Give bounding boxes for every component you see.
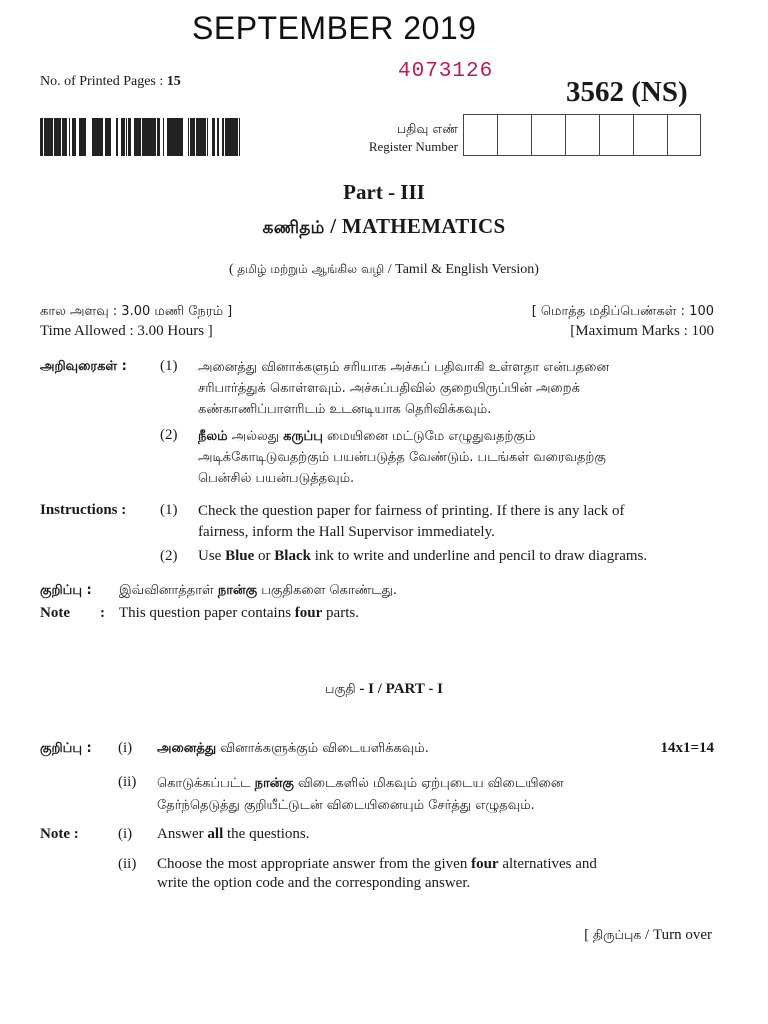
barcode-bar [225, 118, 228, 156]
barcode-bar [107, 118, 110, 156]
note-en-text [119, 604, 359, 623]
karuppu-word: கருப்பு [283, 429, 323, 444]
barcode-bar [204, 118, 206, 156]
note-en-pre: This question paper contains [119, 605, 295, 621]
part1-note-ta-1-num: (i) [118, 740, 133, 756]
barcode-bar [200, 118, 201, 156]
note-ta-rest: பகுதிகளை கொண்டது. [257, 583, 398, 598]
barcode-bar [101, 118, 103, 156]
subject-ta: கணிதம் [262, 218, 325, 238]
barcode-bar [99, 118, 101, 156]
barcode-bar [117, 118, 118, 156]
neelam-word: நீலம் [198, 429, 228, 444]
barcode-bar [134, 118, 137, 156]
section-heading [0, 679, 768, 699]
instruction-en-2-pre: Use [198, 548, 226, 564]
printed-pages [40, 74, 181, 90]
barcode-bar [163, 118, 164, 156]
barcode-bar [121, 118, 122, 156]
printed-pages-value: 15 [166, 74, 181, 89]
barcode-bar [137, 118, 138, 156]
instruction-ta-2-num: (2) [160, 427, 178, 443]
barcode-bar [65, 118, 67, 156]
part1-marks: 14x1=14 [660, 740, 714, 756]
note-en-rest: parts. [322, 605, 359, 621]
part1-note-ta-2-num: (ii) [118, 774, 137, 790]
note-ta-pre: இவ்வினாத்தாள் [119, 583, 218, 598]
instruction-en-2 [198, 547, 647, 566]
barcode-bar [74, 118, 75, 156]
note-en-bold: four [294, 605, 323, 621]
barcode-bar [217, 118, 218, 156]
barcode-bar [201, 118, 204, 156]
barcode-bar [147, 118, 150, 156]
part1-note-en-1-bold: all [207, 826, 224, 842]
alladhu-word: அல்லது [227, 429, 284, 444]
register-digit-box[interactable] [633, 114, 667, 156]
register-digit-box[interactable] [599, 114, 633, 156]
barcode-bar [143, 118, 146, 156]
barcode-bar [83, 118, 84, 156]
barcode-bar [142, 118, 143, 156]
barcode-bar [172, 118, 173, 156]
register-number-boxes [463, 114, 701, 156]
barcode-bar [234, 118, 237, 156]
part1-note-en-label: Note : [40, 826, 79, 842]
register-label-ta: பதிவு எண் [396, 121, 458, 136]
barcode-bar [75, 118, 76, 156]
part1-note-ta-2-bold: நான்கு [254, 776, 294, 791]
barcode-bar [81, 118, 83, 156]
part1-note-ta-label: குறிப்பு : [40, 741, 92, 756]
instruction-en-1 [198, 501, 718, 543]
barcode-bar [84, 118, 86, 156]
barcode-bar [222, 118, 224, 156]
black-word: Black [274, 548, 311, 564]
barcode-bar [122, 118, 123, 156]
part1-note-en-1-rest: the questions. [223, 826, 310, 842]
part1-note-en-1-pre: Answer [157, 826, 208, 842]
barcode-bar [79, 118, 80, 156]
barcode-bar [212, 118, 214, 156]
section-heading-en: - I / PART - I [355, 681, 443, 697]
instruction-ta-1-num: (1) [160, 358, 178, 374]
barcode-bar [126, 118, 127, 156]
part1-note-en-1-num: (i) [118, 826, 133, 842]
or-word: or [254, 548, 275, 564]
barcode-bar [229, 118, 231, 156]
instruction-en-2-num: (2) [160, 548, 178, 564]
barcode-bar [231, 118, 234, 156]
barcode-bar [188, 118, 189, 156]
barcode-bar [41, 118, 42, 156]
register-label-en: Register Number [368, 139, 458, 154]
barcode-bar [40, 118, 41, 156]
part1-note-en-2 [157, 855, 717, 893]
barcode-bar [44, 118, 46, 156]
part1-note-ta-1 [157, 739, 429, 758]
barcode-bar [46, 118, 49, 156]
part1-note-ta-2-pre: கொடுக்கப்பட்ட [157, 776, 255, 791]
instruction-en-2-rest: ink to write and underline and pencil to draw diagrams. [310, 548, 648, 564]
exam-month-title: SEPTEMBER 2019 [192, 10, 477, 46]
time-allowed-ta: கால அளவு : 3.00 மணி நேரம் ] [40, 304, 233, 319]
barcode-bar [72, 118, 74, 156]
barcode-bar [116, 118, 117, 156]
barcode-bar [193, 118, 194, 156]
part1-note-ta-2-line: தேர்ந்தெடுத்து குறியீட்டுடன் விடையினையும் சேர்த்து எழுதவும். [157, 798, 535, 813]
barcode-bar [96, 118, 99, 156]
barcode-bar [197, 118, 199, 156]
barcode-bar [123, 118, 124, 156]
barcode-bar [54, 118, 56, 156]
max-marks-en: [Maximum Marks : 100 [570, 323, 714, 339]
instruction-ta-1-line: அனைத்து வினாக்களும் சரியாக அச்சுப் பதிவாகி உள்ளதா என்பதனை [198, 360, 610, 375]
section-heading-ta: பகுதி [325, 681, 356, 696]
part1-note-en-2-line: write the option code and the corresponding answer. [157, 875, 471, 891]
barcode-bar [146, 118, 147, 156]
barcode-bar [128, 118, 129, 156]
barcode-bar [180, 118, 182, 156]
barcode-bar [173, 118, 176, 156]
barcode-bar [239, 118, 240, 156]
barcode-bar [69, 118, 70, 156]
barcode-bar [157, 118, 160, 156]
barcode-bar [199, 118, 200, 156]
part1-note-ta-2-rest: விடைகளில் மிகவும் ஏற்புடைய விடையினை [293, 776, 564, 791]
barcode-bar [62, 118, 63, 156]
barcode-bar [80, 118, 81, 156]
barcode-bar [167, 118, 169, 156]
barcode-bar [63, 118, 65, 156]
barcode-bar [94, 118, 95, 156]
register-digit-box[interactable] [667, 114, 701, 156]
barcode-bar [218, 118, 219, 156]
paper-code: 3562 (NS) [566, 76, 688, 108]
blue-word: Blue [225, 548, 255, 564]
version-open: ( [229, 262, 238, 277]
instructions-en-label: Instructions : [40, 502, 127, 518]
subject-title [0, 214, 768, 240]
instruction-ta-2-line [198, 426, 606, 447]
barcode-bar [169, 118, 172, 156]
instruction-ta-1-line: கண்காணிப்பாளரிடம் உடனடியாக தெரிவிக்கவும். [198, 402, 492, 417]
register-digit-box[interactable] [531, 114, 565, 156]
part1-note-en-2-bold: four [471, 856, 499, 872]
printed-pages-label: No. of Printed Pages : [40, 74, 164, 89]
register-number-label [300, 120, 458, 156]
barcode-bar [207, 118, 208, 156]
instruction-ta-2 [198, 426, 606, 489]
note-ta-label: குறிப்பு : [40, 583, 92, 598]
barcode-bar [194, 118, 195, 156]
part1-note-en-1 [157, 825, 310, 844]
barcode-bar [52, 118, 53, 156]
barcode-bar [56, 118, 58, 156]
turn-over [440, 925, 712, 945]
barcode-bar [228, 118, 229, 156]
barcode-image [40, 118, 240, 156]
instruction-ta-1 [198, 357, 609, 420]
note-ta-text [119, 581, 397, 600]
part1-note-ta-1-bold: அனைத்து [157, 741, 217, 756]
note-en-colon: : [100, 605, 105, 621]
barcode-bar [92, 118, 94, 156]
barcode-bar [237, 118, 238, 156]
part1-note-ta-2 [157, 773, 563, 817]
instruction-en-1-line: Check the question paper for fairness of printing. If there is any lack of [198, 503, 625, 519]
instruction-en-1-num: (1) [160, 502, 178, 518]
serial-number-stamp: 4073126 [398, 60, 494, 83]
barcode-bar [130, 118, 131, 156]
instructions-ta-label: அறிவுரைகள் : [40, 359, 127, 374]
turn-over-ta: திருப்புக [592, 927, 642, 942]
barcode-bar [95, 118, 96, 156]
barcode-bar [214, 118, 215, 156]
instruction-ta-1-line: சரிபார்த்துக் கொள்ளவும். அச்சுப்பதிவில் குறையிருப்பின் அறைக் [198, 381, 580, 396]
register-digit-box[interactable] [463, 114, 497, 156]
version-line [0, 262, 768, 278]
barcode-bar [42, 118, 43, 156]
instruction-ta-2-line: அடிக்கோடிடுவதற்கும் பயன்படுத்த வேண்டும். படங்கள் வரைவதற்கு [198, 450, 606, 465]
barcode-bar [196, 118, 197, 156]
turn-over-en: / Turn over [641, 927, 712, 943]
part-title: Part - III [343, 180, 425, 204]
instruction-ta-2-line: பென்சில் பயன்படுத்தவும். [198, 471, 355, 486]
barcode-bar [176, 118, 178, 156]
barcode-bar [138, 118, 140, 156]
barcode-bar [178, 118, 180, 156]
subject-en: MATHEMATICS [341, 214, 506, 238]
barcode-bar [105, 118, 107, 156]
part1-note-ta-2-line [157, 773, 563, 795]
register-digit-box[interactable] [565, 114, 599, 156]
barcode-bar [192, 118, 193, 156]
barcode-bar [153, 118, 156, 156]
part1-note-ta-1-rest: வினாக்களுக்கும் விடையளிக்கவும். [216, 741, 429, 756]
barcode-bar [190, 118, 192, 156]
register-digit-box[interactable] [497, 114, 531, 156]
barcode-bar [129, 118, 130, 156]
barcode-bar [124, 118, 125, 156]
barcode-bar [182, 118, 183, 156]
part1-note-en-2-line [157, 855, 717, 874]
barcode-bar [58, 118, 61, 156]
version-ta: தமிழ் மற்றும் ஆங்கில வழி [237, 262, 385, 276]
instruction-ta-2-rest: மையினை மட்டுமே எழுதுவதற்கும் [322, 429, 536, 444]
barcode-bar [140, 118, 141, 156]
time-allowed-en: Time Allowed : 3.00 Hours ] [40, 323, 213, 339]
version-en: / Tamil & English Version) [384, 262, 539, 277]
note-ta-bold: நான்கு [217, 583, 258, 598]
instruction-en-1-line: fairness, inform the Hall Supervisor immediately. [198, 524, 495, 540]
part1-note-en-2-num: (ii) [118, 856, 137, 872]
barcode-bar [150, 118, 153, 156]
part1-note-en-2-pre: Choose the most appropriate answer from the given [157, 856, 472, 872]
subject-separator: / [324, 214, 342, 238]
part1-note-en-2-rest: alternatives and [498, 856, 597, 872]
barcode-bar [110, 118, 111, 156]
turn-over-open: [ [584, 927, 593, 943]
note-en-label: Note [40, 605, 70, 621]
barcode-bar [50, 118, 52, 156]
barcode-bar [49, 118, 50, 156]
max-marks-ta: [ மொத்த மதிப்பெண்கள் : 100 [531, 304, 714, 319]
